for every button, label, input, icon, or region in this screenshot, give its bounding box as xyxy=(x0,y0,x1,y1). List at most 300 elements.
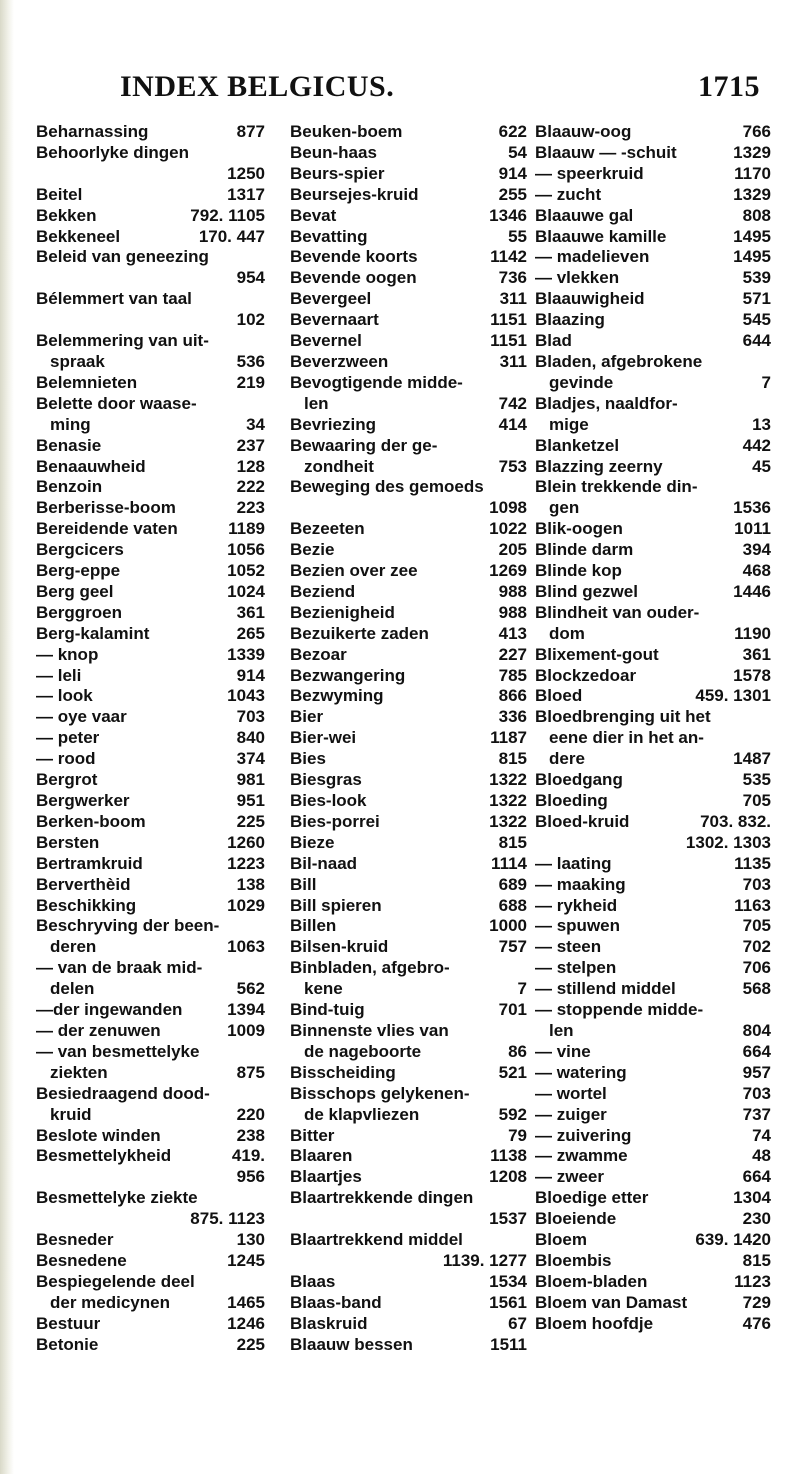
index-entry-line xyxy=(535,645,771,666)
index-entry xyxy=(290,164,527,185)
index-entry xyxy=(36,185,265,206)
index-entry xyxy=(36,247,265,289)
index-term: Bevende koorts xyxy=(290,247,418,267)
index-entry-line xyxy=(535,979,771,1000)
index-term: — vine xyxy=(535,1041,591,1061)
page-reference: 1317 xyxy=(227,184,265,204)
index-term: Beverzween xyxy=(290,351,389,371)
index-entry xyxy=(290,1314,527,1335)
page-reference xyxy=(259,1272,265,1293)
index-entry-line xyxy=(290,624,527,645)
page-reference: 1009 xyxy=(227,1020,265,1040)
index-entry xyxy=(535,958,771,979)
index-entry xyxy=(290,1084,527,1126)
page-reference: 706 xyxy=(742,958,771,978)
index-entry-line xyxy=(36,686,265,707)
page-reference: 753 xyxy=(498,456,527,476)
index-term: Belemnieten xyxy=(36,372,138,392)
page-reference: 1043 xyxy=(227,686,265,706)
index-term: Blinde kop xyxy=(535,561,622,581)
page-reference: 1534 xyxy=(489,1271,527,1291)
index-entry xyxy=(290,415,527,436)
index-term: Bloedgang xyxy=(535,770,623,790)
page-reference: 1269 xyxy=(489,561,527,581)
index-entry-line xyxy=(290,185,527,206)
page-reference: 729 xyxy=(742,1292,771,1312)
index-term: Beharnassing xyxy=(36,122,149,141)
page-reference: 67 xyxy=(508,1313,527,1333)
index-entry-line xyxy=(36,875,265,896)
index-term: — look xyxy=(36,686,93,706)
index-entry xyxy=(535,1063,771,1084)
index-entry-line xyxy=(535,1021,771,1042)
page-reference: 336 xyxy=(498,707,527,727)
page-reference: 1537 xyxy=(489,1209,527,1229)
index-entry-line xyxy=(535,686,771,707)
index-entry xyxy=(36,603,265,624)
page-reference: 703 xyxy=(236,707,265,727)
index-entry xyxy=(535,896,771,917)
page-reference: 1098 xyxy=(489,498,527,518)
index-entry xyxy=(290,833,527,854)
index-entry-line xyxy=(36,958,265,979)
index-entry-line xyxy=(36,749,265,770)
page-number: 1715 xyxy=(698,70,760,103)
index-entry xyxy=(36,833,265,854)
index-term: len xyxy=(304,393,329,413)
index-term: Bezoar xyxy=(290,644,347,664)
page-reference xyxy=(521,1084,527,1105)
index-entry-line xyxy=(36,143,265,164)
index-term: de nageboorte xyxy=(304,1041,422,1061)
page-reference: 1011 xyxy=(734,519,771,539)
page-reference: 1260 xyxy=(227,832,265,852)
index-entry xyxy=(290,812,527,833)
page-reference: 808 xyxy=(742,205,771,225)
index-entry-line xyxy=(535,394,771,415)
page-reference: 54 xyxy=(508,142,527,162)
index-term: eene dier in het an- xyxy=(549,728,704,748)
index-entry xyxy=(36,1251,265,1272)
index-term: Bezienigheid xyxy=(290,602,395,622)
index-entry-line xyxy=(36,1167,265,1188)
index-entry-line xyxy=(535,1126,771,1147)
index-term: — laating xyxy=(535,853,612,873)
index-term: kene xyxy=(304,979,343,999)
page-reference: 237 xyxy=(236,435,265,455)
index-entry xyxy=(290,896,527,917)
page-reference: 981 xyxy=(236,770,265,790)
index-entry-line xyxy=(290,979,527,1000)
index-term: Besneder xyxy=(36,1230,114,1250)
index-entry-line xyxy=(290,707,527,728)
index-entry-line xyxy=(290,540,527,561)
index-entry-line xyxy=(290,1126,527,1147)
page-reference: 222 xyxy=(236,477,265,497)
index-term: — watering xyxy=(535,1062,627,1082)
index-entry xyxy=(36,498,265,519)
index-term: Bier xyxy=(290,707,324,727)
page-reference: 644 xyxy=(742,331,771,351)
page-reference: 1063 xyxy=(227,937,265,957)
page-reference: 954 xyxy=(236,268,265,288)
index-entry-line xyxy=(36,937,265,958)
index-entry-line xyxy=(535,185,771,206)
index-entry xyxy=(36,1021,265,1042)
page-reference: 225 xyxy=(236,1334,265,1354)
index-entry xyxy=(535,519,771,540)
index-term: Bloem van Damast xyxy=(535,1292,688,1312)
index-entry xyxy=(535,937,771,958)
page-reference: 705 xyxy=(742,791,771,810)
page-reference: 220 xyxy=(236,1104,265,1124)
index-term: — vlekken xyxy=(535,268,620,288)
index-entry-line xyxy=(290,519,527,540)
index-entry xyxy=(36,1084,265,1126)
index-entry xyxy=(36,540,265,561)
index-term: — oye vaar xyxy=(36,707,127,727)
index-term: Blaskruid xyxy=(290,1313,368,1333)
index-entry-line xyxy=(290,1084,527,1105)
index-term: — der zenuwen xyxy=(36,1020,161,1040)
index-entry xyxy=(290,582,527,603)
index-term: — zwamme xyxy=(535,1146,628,1166)
index-entry xyxy=(290,1021,527,1063)
index-term: — van de braak mid- xyxy=(36,958,203,978)
index-entry-line xyxy=(36,770,265,791)
page-reference: 866 xyxy=(498,686,527,706)
page-reference: 688 xyxy=(498,895,527,915)
index-entry-line xyxy=(535,896,771,917)
index-entry-line xyxy=(36,1188,265,1209)
index-entry xyxy=(535,686,771,707)
index-term: Bladen, afgebrokene xyxy=(535,351,703,371)
index-term: — zweer xyxy=(535,1167,604,1187)
index-term: Bezuikerte zaden xyxy=(290,623,429,643)
index-entry xyxy=(535,791,771,812)
index-entry-line xyxy=(290,436,527,457)
index-entry-line xyxy=(36,498,265,519)
index-entry xyxy=(535,394,771,436)
index-term: mige xyxy=(549,414,589,434)
page-reference: 1322 xyxy=(489,791,527,810)
page-reference: 1114 xyxy=(491,853,527,873)
index-term: Besmettelykheid xyxy=(36,1146,172,1166)
page-reference: 875 xyxy=(236,1062,265,1082)
index-term: Benaauwheid xyxy=(36,456,146,476)
page-reference: 170. 447 xyxy=(198,226,265,246)
index-entry-line xyxy=(36,331,265,352)
index-entry-line xyxy=(535,1167,771,1188)
index-entry xyxy=(535,247,771,268)
page-reference xyxy=(521,477,527,498)
index-entry xyxy=(290,331,527,352)
index-term: Bill spieren xyxy=(290,895,382,915)
index-term: Berg geel xyxy=(36,581,114,601)
index-entry xyxy=(36,122,265,143)
index-entry-line xyxy=(290,854,527,875)
index-entry xyxy=(290,540,527,561)
index-term: Bill xyxy=(290,874,317,894)
page-reference xyxy=(259,1084,265,1105)
index-entry xyxy=(290,289,527,310)
index-entry-line xyxy=(36,373,265,394)
index-entry xyxy=(535,854,771,875)
index-term: Bevergeel xyxy=(290,289,372,309)
index-entry-line xyxy=(535,770,771,791)
index-entry-line xyxy=(535,1293,771,1314)
page-reference: 48 xyxy=(752,1146,771,1166)
index-entry xyxy=(535,1105,771,1126)
page-reference: 1495 xyxy=(733,226,771,246)
index-entry-line xyxy=(535,1063,771,1084)
index-entry-line xyxy=(36,1084,265,1105)
page-reference xyxy=(259,247,265,268)
index-entry-line xyxy=(535,143,771,164)
index-entry xyxy=(535,540,771,561)
index-entry xyxy=(535,666,771,687)
index-entry xyxy=(290,1000,527,1021)
index-term: Behoorlyke dingen xyxy=(36,142,190,162)
index-entry-line xyxy=(36,352,265,373)
page-reference xyxy=(521,373,527,394)
index-term: Blaartjes xyxy=(290,1167,362,1187)
index-entry xyxy=(535,770,771,791)
index-entry-line xyxy=(535,582,771,603)
index-term: Beun-haas xyxy=(290,142,377,162)
page-reference: 988 xyxy=(498,581,527,601)
index-entry-line xyxy=(36,1042,265,1063)
index-term: spraak xyxy=(50,351,105,371)
index-term: kruid xyxy=(50,1104,92,1124)
index-entry-line xyxy=(290,1251,527,1272)
index-entry-line xyxy=(535,415,771,436)
index-entry-line xyxy=(290,289,527,310)
page-reference xyxy=(521,958,527,979)
page-reference: 1190 xyxy=(734,623,771,643)
index-entry-line xyxy=(290,770,527,791)
index-entry xyxy=(290,1146,527,1167)
index-entry-line xyxy=(290,415,527,436)
index-entry-line xyxy=(36,561,265,582)
index-entry-line xyxy=(535,206,771,227)
index-entry-line xyxy=(290,206,527,227)
page-reference: 1187 xyxy=(490,728,527,748)
index-term: Blinde darm xyxy=(535,540,634,560)
index-entry-line xyxy=(535,1314,771,1335)
index-entry-line xyxy=(290,1021,527,1042)
index-entry-line xyxy=(290,603,527,624)
page-reference: 545 xyxy=(742,310,771,330)
index-term: Betonie xyxy=(36,1334,99,1354)
page-reference xyxy=(521,1230,527,1251)
index-entry xyxy=(36,436,265,457)
page-reference: 1142 xyxy=(490,247,527,267)
page-reference xyxy=(765,352,771,373)
index-entry xyxy=(36,1042,265,1084)
index-entry-line xyxy=(535,310,771,331)
index-entry xyxy=(36,1188,265,1230)
index-entry-line xyxy=(290,958,527,979)
index-entry xyxy=(36,1230,265,1251)
index-entry-line xyxy=(290,122,527,143)
index-entry-line xyxy=(535,164,771,185)
page-reference: 1495 xyxy=(733,247,771,267)
index-entry xyxy=(290,1230,527,1272)
index-entry-line xyxy=(36,457,265,478)
index-column-2 xyxy=(290,122,527,1355)
index-entry-line xyxy=(36,1314,265,1335)
index-entry-line xyxy=(36,1335,265,1356)
index-entry xyxy=(535,227,771,248)
index-entry-line xyxy=(535,477,771,498)
index-term: Bloeding xyxy=(535,791,608,810)
index-entry xyxy=(290,875,527,896)
page-reference: 1536 xyxy=(733,498,771,518)
index-term: Blind gezwel xyxy=(535,581,638,601)
index-term: Bevatting xyxy=(290,226,368,246)
index-term: — stelpen xyxy=(535,958,617,978)
index-entry xyxy=(535,1188,771,1209)
page-reference: 1139. 1277 xyxy=(442,1250,527,1270)
index-term: Bies-porrei xyxy=(290,811,380,831)
page-reference: 742 xyxy=(498,393,527,413)
index-term: — zucht xyxy=(535,184,602,204)
index-entry-line xyxy=(36,1230,265,1251)
index-term: Bezeeten xyxy=(290,519,365,539)
index-term: Beschikking xyxy=(36,895,137,915)
page-reference xyxy=(259,289,265,310)
index-term: — steen xyxy=(535,937,602,957)
index-entry-line xyxy=(290,1042,527,1063)
index-entry xyxy=(36,1126,265,1147)
page-reference: 815 xyxy=(498,832,527,852)
index-entry-line xyxy=(290,1272,527,1293)
index-term: — knop xyxy=(36,644,99,664)
index-term: Berg-kalamint xyxy=(36,623,150,643)
index-term: Blaartrekkende dingen xyxy=(290,1188,474,1208)
index-entry xyxy=(535,143,771,164)
index-term: Beuken-boem xyxy=(290,122,403,141)
index-entry-line xyxy=(535,1042,771,1063)
page-reference: 361 xyxy=(742,644,771,664)
page-reference xyxy=(259,1042,265,1063)
page-reference: 736 xyxy=(498,268,527,288)
page-reference: 701 xyxy=(498,1000,527,1020)
index-entry-line xyxy=(290,1230,527,1251)
index-term: Bereidende vaten xyxy=(36,519,178,539)
index-entry xyxy=(535,916,771,937)
index-entry-line xyxy=(535,707,771,728)
page-reference: 737 xyxy=(742,1104,771,1124)
index-entry-line xyxy=(535,436,771,457)
page-reference xyxy=(259,1188,265,1209)
page-reference: 785 xyxy=(498,665,527,685)
page-reference: 34 xyxy=(246,414,265,434)
page-reference: 1123 xyxy=(734,1271,771,1291)
index-term: — speerkruid xyxy=(535,163,644,183)
index-entry-line xyxy=(36,289,265,310)
page-reference: 1138 xyxy=(490,1146,527,1166)
index-entry-line xyxy=(290,1188,527,1209)
index-entry-line xyxy=(290,833,527,854)
index-entry xyxy=(290,1063,527,1084)
index-entry-line xyxy=(290,728,527,749)
page-reference: 1163 xyxy=(734,895,771,915)
index-entry xyxy=(290,937,527,958)
index-term: Berggroen xyxy=(36,602,122,622)
index-entry-line xyxy=(290,352,527,373)
index-entry xyxy=(290,645,527,666)
page-reference: 79 xyxy=(508,1125,527,1145)
index-entry xyxy=(535,477,771,519)
index-term: Bevogtigende midde- xyxy=(290,372,463,392)
index-term: Bertramkruid xyxy=(36,853,143,873)
index-term: Bevat xyxy=(290,205,337,225)
index-term: Beslote winden xyxy=(36,1125,161,1145)
page-reference: 219 xyxy=(236,372,265,392)
index-entry xyxy=(290,477,527,519)
index-term: Bies-look xyxy=(290,791,367,810)
page-reference: 951 xyxy=(236,791,265,810)
page-reference: 419. xyxy=(231,1146,265,1166)
index-term: Bergcicers xyxy=(36,540,124,560)
index-entry xyxy=(535,206,771,227)
page-reference: 476 xyxy=(742,1313,771,1333)
index-term: Blaaren xyxy=(290,1146,353,1166)
page-reference: 521 xyxy=(498,1062,527,1082)
index-column-1 xyxy=(36,122,265,1355)
index-entry-line xyxy=(535,958,771,979)
index-term: Belemmering van uit- xyxy=(36,331,209,351)
page-reference: 792. 1105 xyxy=(190,205,265,225)
page-reference: 128 xyxy=(236,456,265,476)
index-term: — leli xyxy=(36,665,82,685)
index-entry-line xyxy=(290,1105,527,1126)
page-reference xyxy=(765,728,771,749)
index-entry xyxy=(36,645,265,666)
index-entry xyxy=(36,728,265,749)
index-entry xyxy=(36,666,265,687)
index-term: Blaartrekkend middel xyxy=(290,1230,463,1250)
page-reference: 1561 xyxy=(489,1292,527,1312)
index-entry xyxy=(290,728,527,749)
index-entry xyxy=(535,561,771,582)
index-entry-line xyxy=(290,1146,527,1167)
index-entry xyxy=(36,1314,265,1335)
index-entry-line xyxy=(36,247,265,268)
index-entry-line xyxy=(290,1000,527,1021)
index-entry xyxy=(36,1146,265,1188)
index-entry xyxy=(535,875,771,896)
index-entry-line xyxy=(36,310,265,331)
index-term: delen xyxy=(50,979,95,999)
index-entry xyxy=(36,624,265,645)
page-reference: 914 xyxy=(236,665,265,685)
index-term: Bélemmert van taal xyxy=(36,289,192,309)
page-reference: 539 xyxy=(742,268,771,288)
page-reference: 622 xyxy=(498,122,527,141)
page-reference: 225 xyxy=(236,811,265,831)
index-term: Benasie xyxy=(36,435,102,455)
index-entry-line xyxy=(535,1084,771,1105)
index-entry-line xyxy=(36,164,265,185)
index-term: Blaauwe kamille xyxy=(535,226,667,246)
index-term: Beschryving der been- xyxy=(36,916,220,936)
index-term: Bekkeneel xyxy=(36,226,121,246)
index-term: Beweging des gemoeds xyxy=(290,477,484,497)
index-entry xyxy=(290,206,527,227)
